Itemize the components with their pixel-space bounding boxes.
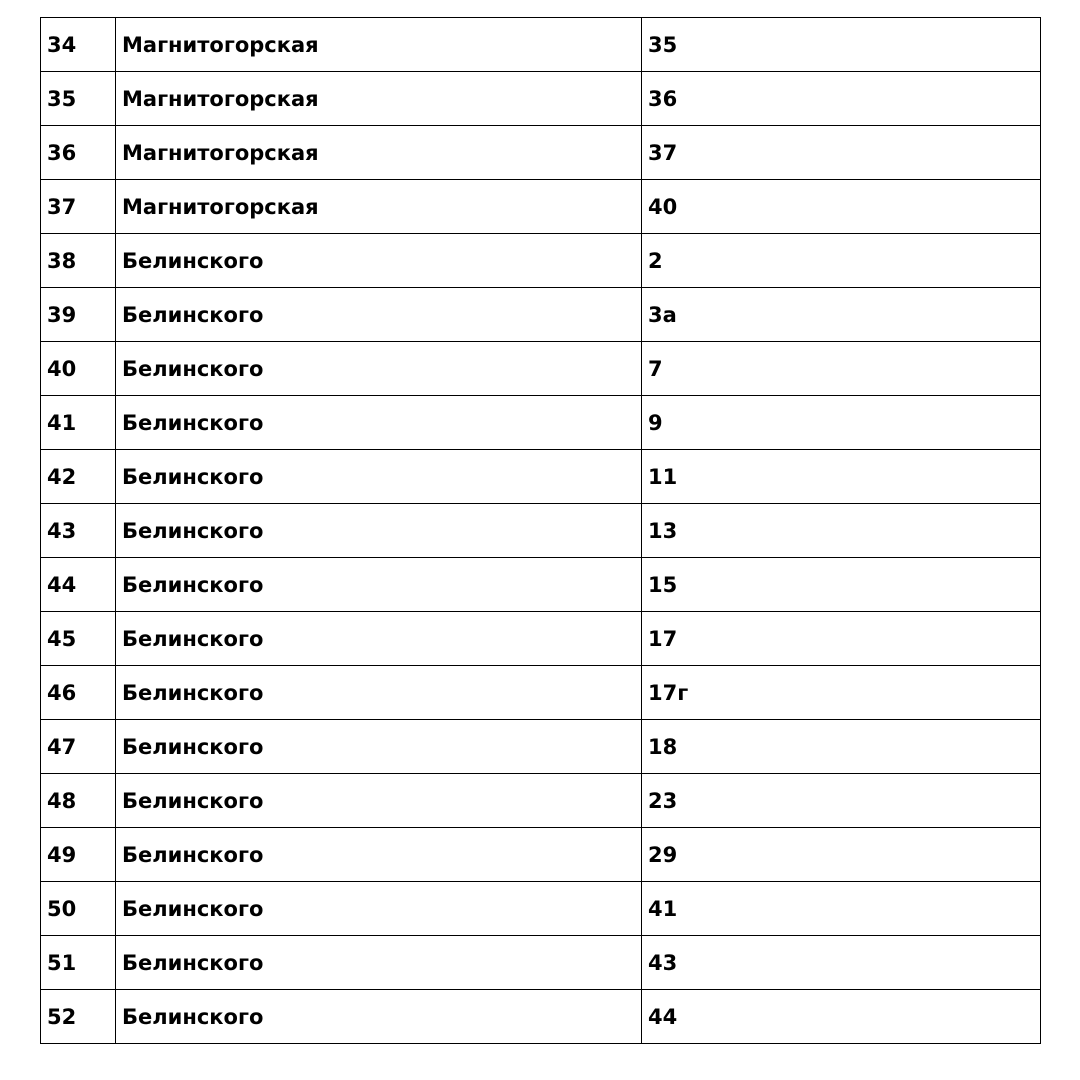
row-number-cell: 49 xyxy=(41,828,116,882)
row-number-cell: 38 xyxy=(41,234,116,288)
row-number-cell: 36 xyxy=(41,126,116,180)
street-cell: Белинского xyxy=(116,558,642,612)
row-number-cell: 50 xyxy=(41,882,116,936)
row-number-cell: 39 xyxy=(41,288,116,342)
table-row xyxy=(41,936,1041,990)
street-cell: Белинского xyxy=(116,828,642,882)
house-number-cell: 3а xyxy=(642,288,1041,342)
row-number-cell: 35 xyxy=(41,72,116,126)
table-row xyxy=(41,774,1041,828)
table-row xyxy=(41,396,1041,450)
table-row xyxy=(41,450,1041,504)
house-number-cell: 13 xyxy=(642,504,1041,558)
street-cell: Белинского xyxy=(116,774,642,828)
row-number-cell: 45 xyxy=(41,612,116,666)
table-row xyxy=(41,72,1041,126)
table-row xyxy=(41,720,1041,774)
row-number-cell: 46 xyxy=(41,666,116,720)
row-number-cell: 37 xyxy=(41,180,116,234)
house-number-cell: 17 xyxy=(642,612,1041,666)
row-number-cell: 41 xyxy=(41,396,116,450)
street-cell: Белинского xyxy=(116,936,642,990)
address-table xyxy=(40,17,1041,1044)
row-number-cell: 52 xyxy=(41,990,116,1044)
street-cell: Белинского xyxy=(116,612,642,666)
table-row xyxy=(41,126,1041,180)
table-row xyxy=(41,612,1041,666)
street-cell: Белинского xyxy=(116,990,642,1044)
row-number-cell: 48 xyxy=(41,774,116,828)
street-cell: Белинского xyxy=(116,450,642,504)
house-number-cell: 7 xyxy=(642,342,1041,396)
house-number-cell: 41 xyxy=(642,882,1041,936)
house-number-cell: 23 xyxy=(642,774,1041,828)
street-cell: Магнитогорская xyxy=(116,180,642,234)
street-cell: Магнитогорская xyxy=(116,18,642,72)
row-number-cell: 43 xyxy=(41,504,116,558)
house-number-cell: 15 xyxy=(642,558,1041,612)
row-number-cell: 34 xyxy=(41,18,116,72)
table-row xyxy=(41,342,1041,396)
house-number-cell: 11 xyxy=(642,450,1041,504)
address-table-body xyxy=(41,18,1041,1044)
row-number-cell: 44 xyxy=(41,558,116,612)
row-number-cell: 47 xyxy=(41,720,116,774)
table-row xyxy=(41,828,1041,882)
table-row xyxy=(41,234,1041,288)
table-row xyxy=(41,882,1041,936)
street-cell: Белинского xyxy=(116,882,642,936)
street-cell: Белинского xyxy=(116,720,642,774)
street-cell: Белинского xyxy=(116,666,642,720)
table-row xyxy=(41,288,1041,342)
street-cell: Белинского xyxy=(116,288,642,342)
house-number-cell: 29 xyxy=(642,828,1041,882)
street-cell: Магнитогорская xyxy=(116,72,642,126)
row-number-cell: 40 xyxy=(41,342,116,396)
house-number-cell: 36 xyxy=(642,72,1041,126)
house-number-cell: 44 xyxy=(642,990,1041,1044)
street-cell: Магнитогорская xyxy=(116,126,642,180)
row-number-cell: 51 xyxy=(41,936,116,990)
house-number-cell: 37 xyxy=(642,126,1041,180)
table-row xyxy=(41,558,1041,612)
street-cell: Белинского xyxy=(116,504,642,558)
house-number-cell: 35 xyxy=(642,18,1041,72)
table-row xyxy=(41,990,1041,1044)
table-row xyxy=(41,504,1041,558)
house-number-cell: 2 xyxy=(642,234,1041,288)
house-number-cell: 9 xyxy=(642,396,1041,450)
street-cell: Белинского xyxy=(116,234,642,288)
address-table-container xyxy=(40,17,1040,1044)
house-number-cell: 17г xyxy=(642,666,1041,720)
row-number-cell: 42 xyxy=(41,450,116,504)
street-cell: Белинского xyxy=(116,342,642,396)
street-cell: Белинского xyxy=(116,396,642,450)
house-number-cell: 40 xyxy=(642,180,1041,234)
house-number-cell: 18 xyxy=(642,720,1041,774)
table-row xyxy=(41,18,1041,72)
house-number-cell: 43 xyxy=(642,936,1041,990)
table-row xyxy=(41,180,1041,234)
table-row xyxy=(41,666,1041,720)
